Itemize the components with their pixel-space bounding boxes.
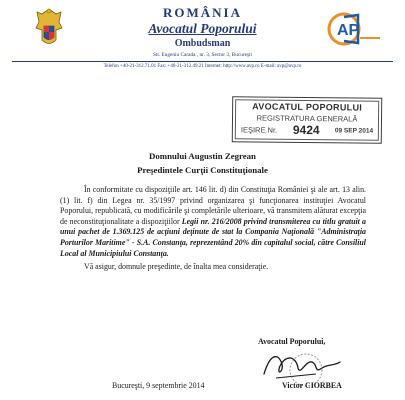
header-country: ROMÂNIA	[163, 5, 242, 20]
body-law-reference: Legii nr. 216/2008 privind transmiterea cu titlu gratuit a unui pachet de 1.369.125 de acţiuni deţinute de stat la Compania Naţională "Administraţia Porturilor Maritime" - S.A. Constanţa, reprezentând 20% din capitalul social, către Consiliul Local al Municipiului Constanţa.	[60, 216, 366, 258]
stamp-date: 09 SEP 2014	[334, 127, 374, 135]
avp-logo-text: AP	[337, 22, 360, 39]
letter-date: Bucureşti, 9 septembrie 2014	[112, 381, 205, 390]
addressee-name: Domnului Augustin Zegrean	[149, 151, 256, 161]
body-closing: Vă asigur, domnule preşedinte, de înalta mea consideraţie.	[84, 261, 269, 271]
registry-stamp	[232, 96, 382, 144]
addressee-title: Preşedintele Curţii Constituţionale	[137, 165, 268, 175]
letter-body	[60, 185, 366, 275]
header-divider	[12, 61, 393, 62]
header-contact: Telefon +40-21-312.71.01 Fax: +40-21-312.49.21 Internet: http://www.avp.ro E-mail: avp@avp.ro	[103, 64, 302, 69]
header-address: Str. Eugeniu Carada , nr. 3, Sector 3, Bucureşti	[152, 52, 252, 58]
avp-logo-icon	[322, 9, 382, 49]
header-office: Ombudsman	[174, 38, 231, 49]
stamp-exit-label: IEŞIRE Nr.	[240, 125, 278, 135]
signature-name: Victor CIORBEA	[282, 381, 342, 390]
header-institution: Avocatul Poporului	[148, 21, 257, 36]
body-text: În conformitate cu dispoziţiile art. 146 lit. d) din Constituţia României şi ale art. 13 alin. (1) lit. f) din Legea nr. 35/1997 privind organizarea şi funcţionarea instituţiei Avocatul Poporului, republicată, cu modificările şi completările ulterioare, vă transmitem alăturat excepţia de neconstituţionalitate a dispoziţiilor	[60, 185, 366, 226]
signature-title: Avocatul Poporului,	[258, 337, 326, 346]
body-paragraph	[60, 185, 366, 259]
stamp-number: 9424	[292, 122, 320, 138]
stamp-title: AVOCATUL POPORULUI	[252, 101, 363, 113]
stamp-subtitle: REGISTRATURA GENERALĂ	[256, 113, 358, 124]
